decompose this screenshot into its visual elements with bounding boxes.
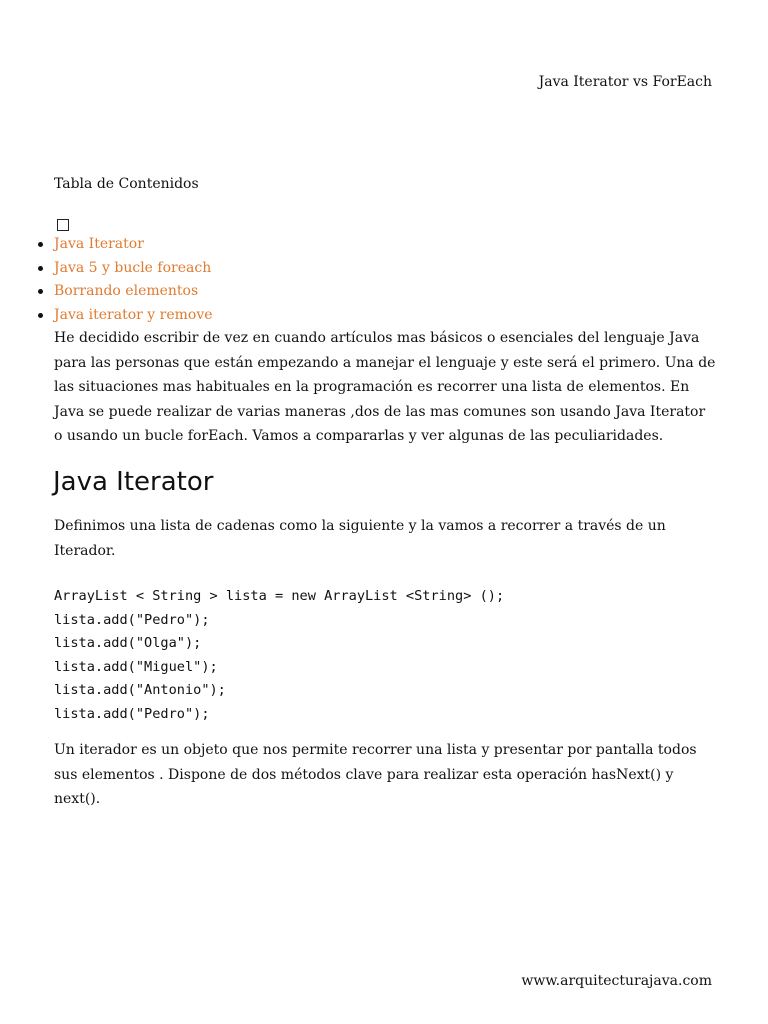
toc-item — [0, 281, 213, 305]
toc-link-iterator-remove[interactable]: Java iterator y remove — [54, 306, 213, 323]
text-line: Java se puede realizar de varias maneras ,dos de las mas comunes son usando Java Iterator — [54, 403, 706, 420]
code-line: ArrayList < String > lista = new ArrayList <String> (); — [54, 588, 505, 604]
text-line: Iterador. — [54, 542, 116, 559]
footer-url: www.arquitecturajava.com — [521, 973, 712, 989]
text-line: sus elementos . Dispone de dos métodos clave para realizar esta operación hasNext() y — [54, 766, 674, 783]
section-intro-paragraph — [54, 514, 716, 563]
text-line: las situaciones mas habituales en la programación es recorrer una lista de elementos. En — [54, 379, 690, 395]
iterator-paragraph — [54, 738, 716, 812]
toc-title: Tabla de Contenidos — [54, 176, 199, 192]
text-line: He decidido escribir de vez en cuando artículos mas básicos o esenciales del lenguaje Java — [54, 330, 700, 346]
code-line: lista.add("Pedro"); — [54, 611, 210, 628]
toc-item — [0, 234, 213, 258]
section-heading-java-iterator: Java Iterator — [53, 467, 214, 497]
code-line: lista.add("Pedro"); — [54, 705, 210, 722]
text-line: o usando un bucle forEach. Vamos a compararlas y ver algunas de las peculiaridades. — [54, 428, 664, 444]
toc-toggle-checkbox[interactable] — [57, 219, 69, 231]
toc-item — [0, 258, 213, 282]
toc-link-java-iterator[interactable]: Java Iterator — [54, 236, 144, 252]
code-line: lista.add("Olga"); — [54, 635, 202, 651]
bullet-icon — [38, 289, 43, 294]
toc-link-borrando-elementos[interactable]: Borrando elementos — [54, 283, 199, 299]
toc-link-java5-foreach[interactable]: Java 5 y bucle foreach — [54, 259, 212, 276]
bullet-icon — [38, 242, 43, 247]
bullet-icon — [38, 266, 43, 271]
toc-item — [0, 305, 213, 329]
document-title: Java Iterator vs ForEach — [538, 74, 712, 90]
text-line: Un iterador es un objeto que nos permite recorrer una lista y presentar por pantalla todos — [54, 742, 697, 758]
intro-paragraph — [54, 326, 716, 449]
code-line: lista.add("Miguel"); — [54, 658, 218, 675]
toc-list — [0, 234, 213, 328]
code-line: lista.add("Antonio"); — [54, 682, 226, 698]
text-line: Definimos una lista de cadenas como la siguiente y la vamos a recorrer a través de un — [54, 518, 666, 534]
code-block — [54, 585, 504, 726]
text-line: next(). — [54, 791, 101, 807]
bullet-icon — [38, 313, 43, 318]
text-line: para las personas que están empezando a manejar el lenguaje y este será el primero. Una de — [54, 354, 716, 371]
